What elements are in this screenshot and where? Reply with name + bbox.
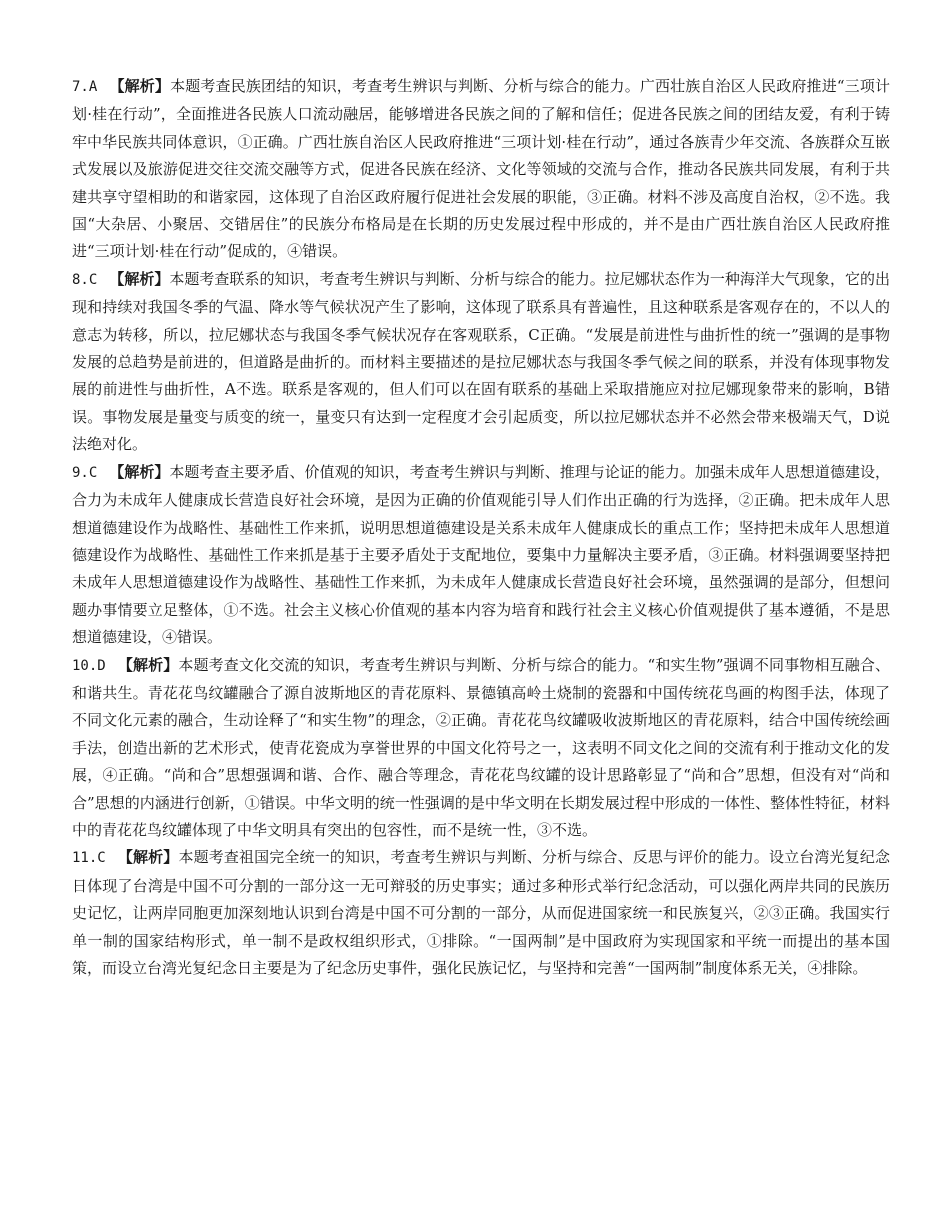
answer-number: 10.D — [72, 657, 106, 674]
answer-item-9 — [72, 459, 890, 652]
answer-explanation: 本题考查祖国完全统一的知识，考查考生辨识与判断、分析与综合、反思与评价的能力。设立台湾光复纪念日体现了台湾是中国不可分割的一部分这一无可辩驳的历史事实；通过多种形式举行纪念活动，可以强化两岸共同的民族历史记忆，让两岸同胞更加深刻地认识到台湾是中国不可分割的一部分，从而促进国家统一和民族复兴，②③正确。我国实行单一制的国家结构形式，单一制不是政权组织形式，①排除。“一国两制”是中国政府为实现国家和平统一而提出的基本国策，而设立台湾光复纪念日主要是为了纪念历史事件，强化民族记忆，与坚持和完善“一国两制”制度体系无关，④排除。 — [72, 848, 890, 977]
answer-explanation: 本题考查联系的知识，考查考生辨识与判断、分析与综合的能力。拉尼娜状态作为一种海洋大气现象，它的出现和持续对我国冬季的气温、降水等气候状况产生了影响，这体现了联系具有普遍性，且这种联系是客观存在的，不以人的意志为转移，所以，拉尼娜状态与我国冬季气候状况存在客观联系，C正确。“发展是前进性与曲折性的统一”强调的是事物发展的总趋势是前进的，但道路是曲折的。而材料主要描述的是拉尼娜状态与我国冬季气候之间的联系，并没有体现事物发展的前进性与曲折性，A不选。联系是客观的，但人们可以在固有联系的基础上采取措施应对拉尼娜现象带来的影响，B错误。事物发展是量变与质变的统一，量变只有达到一定程度才会引起质变，所以拉尼娜状态并不必然会带来极端天气，D说法绝对化。 — [72, 269, 890, 454]
answer-number: 7.A — [72, 79, 98, 95]
analysis-tag: 【解析】 — [109, 77, 171, 95]
analysis-tag: 【解析】 — [109, 269, 170, 288]
answer-explanation: 本题考查民族团结的知识，考查考生辨识与判断、分析与综合的能力。广西壮族自治区人民政府推进“三项计划·桂在行动”，全面推进各民族人口流动融居，能够增进各民族之间的了解和信任；促进各民族之间的团结友爱，有利于铸牢中华民族共同体意识，①正确。广西壮族自治区人民政府推进“三项计划·桂在行动”，通过各族青少年交流、各族群众互嵌式发展以及旅游促进交往交流交融等方式，促进各民族在经济、文化等领域的交流与合作，推动各民族共同发展，有利于共建共享守望相助的和谐家园，这体现了自治区政府履行促进社会发展的职能，③正确。材料不涉及高度自治权，②不选。我国“大杂居、小聚居、交错居住”的民族分布格局是在长期的历史发展过程中形成的，并不是由广西壮族自治区人民政府推进“三项计划·桂在行动”促成的，④错误。 — [72, 77, 890, 261]
answer-explanation: 本题考查主要矛盾、价值观的知识，考查考生辨识与判断、推理与论证的能力。加强未成年人思想道德建设，合力为未成年人健康成长营造良好社会环境，是因为正确的价值观能引导人们作出正确的行为选择，②正确。把未成年人思想道德建设作为战略性、基础性工作来抓，说明思想道德建设是关系未成年人健康成长的重点工作；坚持把未成年人思想道德建设作为战略性、基础性工作来抓是基于主要矛盾处于支配地位，要集中力量解决主要矛盾，③正确。材料强调要坚持把未成年人思想道德建设作为战略性、基础性工作来抓，为未成年人健康成长营造良好社会环境，虽然强调的是部分，但想问题办事情要立足整体，①不选。社会主义核心价值观的基本内容为培育和践行社会主义核心价值观提供了基本遵循，不是思想道德建设，④错误。 — [72, 462, 890, 647]
answer-item-11 — [72, 844, 890, 982]
answer-number: 11.C — [72, 850, 106, 867]
answer-item-8 — [72, 266, 890, 459]
answer-explanation: 本题考查文化交流的知识，考查考生辨识与判断、分析与综合的能力。“和实生物”强调不同事物相互融合、和谐共生。青花花鸟纹罐融合了源自波斯地区的青花原料、景德镇高岭土烧制的瓷器和中国传统花鸟画的构图手法，体现了不同文化元素的融合，生动诠释了“和实生物”的理念，②正确。青花花鸟纹罐吸收波斯地区的青花原料，结合中国传统绘画手法，创造出新的艺术形式，使青花瓷成为享誉世界的中国文化符号之一，这表明不同文化之间的交流有利于推动文化的发展，④正确。“尚和合”思想强调和谐、合作、融合等理念，青花花鸟纹罐的设计思路彰显了“尚和合”思想，但没有对“尚和合”思想的内涵进行创新，①错误。中华文明的统一性强调的是中华文明在长期发展过程中形成的一体性、整体性特征，材料中的青花花鸟纹罐体现了中华文明具有突出的包容性，而不是统一性，③不选。 — [72, 655, 890, 839]
answer-item-10 — [72, 652, 890, 845]
answer-number: 9.C — [72, 464, 98, 481]
answer-item-7 — [72, 73, 890, 266]
answer-explanations — [72, 73, 890, 982]
answer-number: 8.C — [72, 271, 98, 288]
analysis-tag: 【解析】 — [117, 848, 179, 867]
analysis-tag: 【解析】 — [109, 462, 170, 481]
analysis-tag: 【解析】 — [117, 655, 179, 674]
